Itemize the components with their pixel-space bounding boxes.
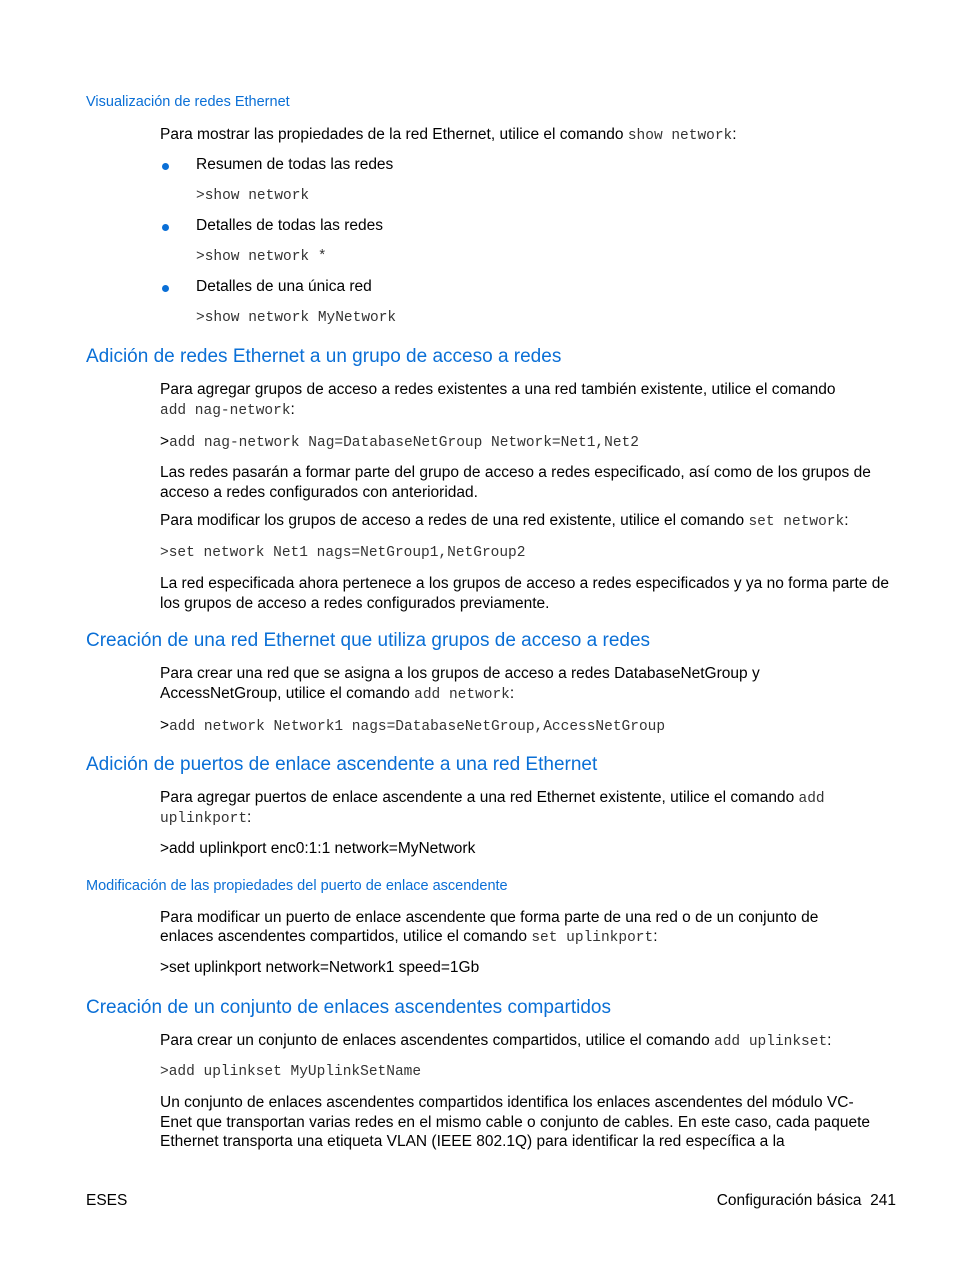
list-item: Detalles de una única red — [196, 278, 372, 295]
paragraph — [160, 1032, 831, 1050]
inline-command: set network — [748, 514, 845, 530]
punctuation: : — [827, 1032, 832, 1049]
punctuation: : — [247, 809, 252, 826]
code-line: >add uplinkset MyUplinkSetName — [160, 1064, 422, 1080]
code-line: >show network MyNetwork — [196, 310, 397, 326]
footer-page-info — [717, 1192, 896, 1210]
code-line: >show network — [196, 188, 310, 204]
paragraph: La red especificada ahora pertenece a los grupos de acceso a redes especificados y ya no forma parte de los grupos de acceso a redes configurados previamente. — [160, 575, 889, 612]
footer-locale: ESES — [86, 1192, 128, 1209]
paragraph-text: Para crear un conjunto de enlaces ascendentes compartidos, utilice el comando — [160, 1032, 715, 1049]
paragraph: Para crear una red que se asigna a los grupos de acceso a redes DatabaseNetGroup y — [160, 665, 760, 682]
footer-section-title: Configuración básica — [716, 1192, 862, 1209]
page-number: 241 — [870, 1192, 896, 1209]
punctuation: : — [509, 685, 515, 702]
paragraph-continuation — [160, 928, 658, 946]
command-example: >set uplinkport network=Network1 speed=1Gb — [160, 959, 480, 976]
punctuation: : — [653, 928, 658, 945]
code-line — [160, 717, 665, 735]
list-item: Detalles de todas las redes — [196, 217, 383, 234]
bullet-icon — [162, 224, 169, 231]
inline-command: add — [798, 791, 825, 807]
punctuation: : — [290, 401, 295, 418]
code-prompt: > — [160, 433, 170, 450]
section-heading-creacion-red: Creación de una red Ethernet que utiliza grupos de acceso a redes — [86, 630, 651, 651]
paragraph-continuation — [160, 809, 251, 827]
paragraph: Un conjunto de enlaces ascendentes compartidos identifica los enlaces ascendentes del módulo VC-Enet que transportan varias redes en el mismo cable o conjunto de cables. En este caso, cada paquete Ethernet transporta una etiqueta VLAN (IEEE 802.1Q) para identificar la red específica a la — [160, 1094, 870, 1150]
section-heading-conjunto-enlaces: Creación de un conjunto de enlaces ascendentes compartidos — [86, 997, 611, 1018]
code-prompt: > — [160, 717, 170, 734]
paragraph — [160, 125, 890, 147]
list-item: Resumen de todas las redes — [196, 156, 394, 173]
inline-command: add uplinkset — [714, 1034, 828, 1050]
punctuation: : — [732, 126, 737, 143]
section-heading-adicion-redes: Adición de redes Ethernet a un grupo de acceso a redes — [86, 346, 562, 367]
inline-command: add nag-network — [160, 403, 291, 419]
paragraph: Las redes pasarán a formar parte del grupo de acceso a redes especificado, así como de los grupos de acceso a redes configurados con anterioridad. — [160, 464, 871, 501]
paragraph-text: enlaces ascendentes compartidos, utilice el comando — [160, 928, 532, 945]
code-text: add network Network1 nags=DatabaseNetGroup,AccessNetGroup — [169, 719, 666, 735]
bullet-icon — [162, 285, 169, 292]
paragraph: Para modificar un puerto de enlace ascendente que forma parte de una red o de un conjunto de — [160, 909, 819, 926]
paragraph-text: AccessNetGroup, utilice el comando — [160, 685, 415, 702]
paragraph-text: Para mostrar las propiedades de la red Ethernet, utilice el comando — [160, 126, 628, 143]
paragraph-continuation — [160, 685, 514, 703]
paragraph-continuation — [160, 401, 295, 419]
section-heading-visualizacion: Visualización de redes Ethernet — [86, 94, 290, 110]
code-line: >set network Net1 nags=NetGroup1,NetGroup2 — [160, 545, 526, 561]
paragraph-text: Para agregar puertos de enlace ascendente a una red Ethernet existente, utilice el comando — [160, 789, 799, 806]
bullet-icon — [162, 163, 169, 170]
inline-command: set uplinkport — [531, 930, 654, 946]
paragraph-text: Para modificar los grupos de acceso a redes de una red existente, utilice el comando — [160, 512, 749, 529]
inline-command: uplinkport — [160, 811, 248, 827]
paragraph: Para agregar grupos de acceso a redes existentes a una red también existente, utilice el comando — [160, 381, 836, 398]
paragraph — [160, 512, 849, 530]
section-heading-adicion-puertos: Adición de puertos de enlace ascendente a una red Ethernet — [86, 754, 598, 775]
code-line — [160, 433, 639, 451]
command-example: >add uplinkport enc0:1:1 network=MyNetwork — [160, 840, 476, 857]
section-heading-modificacion-puerto: Modificación de las propiedades del puerto de enlace ascendente — [86, 878, 508, 894]
code-line: >show network * — [196, 249, 327, 265]
code-text: add nag-network Nag=DatabaseNetGroup Network=Net1,Net2 — [169, 435, 639, 451]
paragraph — [160, 789, 825, 807]
punctuation: : — [844, 512, 849, 529]
inline-command: add network — [414, 687, 510, 703]
inline-command: show network — [627, 128, 733, 144]
